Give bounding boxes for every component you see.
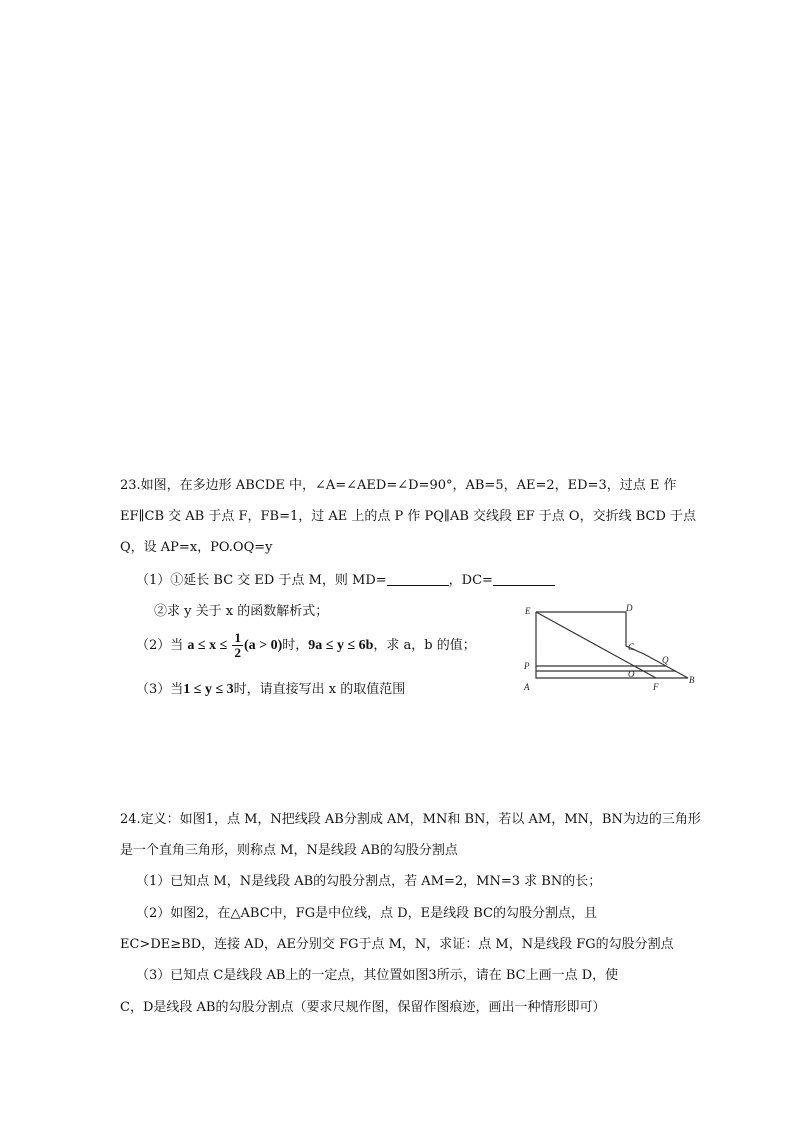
q24-line2: 是一个直角三角形，则称点 M，N是线段 AB的勾股分割点 [120, 843, 458, 858]
fraction-numerator: 1 [234, 630, 241, 645]
q23-part2-pre: （2）当 [136, 638, 184, 653]
label-a: A [524, 682, 530, 692]
fraction-half [232, 631, 243, 660]
q23-line2: EF∥CB 交 AB 于点 F，FB=1，过 AE 上的点 P 作 PQ∥AB 交线段 EF 于点 O，交折线 BCD 于点 [120, 509, 697, 524]
q23-part1a [136, 571, 555, 591]
q23-part3-post: 时，请直接写出 x 的取值范围 [233, 682, 406, 697]
q23-part2-when: 时， [282, 638, 309, 653]
label-e: E [525, 606, 531, 616]
q23-part1a-mid: ，DC= [448, 573, 493, 588]
polygon-figure [516, 602, 706, 697]
polygon-outline [536, 612, 688, 678]
q23-part1a-pre: （1）①延长 BC 交 ED 于点 M，则 MD= [136, 573, 387, 588]
label-q: Q [662, 655, 669, 665]
q23-line3: Q，设 AP=x，PO.OQ=y [120, 540, 273, 555]
label-o: O [628, 669, 635, 679]
q24-part1: （1）已知点 M，N是线段 AB的勾股分割点，若 AM=2，MN=3 求 BN的长； [136, 874, 602, 889]
segment-ef [536, 612, 656, 678]
q23-part2-ineq2: 9a ≤ y ≤ 6b [308, 638, 374, 653]
fraction-denominator: 2 [234, 645, 241, 660]
q23-part1b: ②求 y 关于 x 的函数解析式； [154, 604, 329, 619]
q23-part3-pre: （3）当 [136, 682, 184, 697]
q23-part2 [136, 630, 476, 662]
q23-part2-cond: (a > 0) [243, 638, 283, 653]
md-blank [387, 571, 449, 586]
q23-part3-ineq: 1 ≤ y ≤ 3 [183, 682, 234, 697]
q24-part3b: C，D是线段 AB的勾股分割点（要求尺规作图，保留作图痕迹，画出一种情形即可） [120, 1000, 606, 1015]
q23-part2-post: ，求 a，b 的值； [373, 638, 476, 653]
q24-line1: 24.定义：如图1，点 M，N把线段 AB分割成 AM，MN和 BN，若以 AM，MN，BN为边的三角形 [120, 812, 701, 827]
q24-part2b: EC>DE≥BD，连接 AD，AE分别交 FG于点 M，N，求证：点 M，N是线段 FG的勾股分割点 [120, 937, 674, 952]
q24-part2a: （2）如图2，在△ABC中，FG是中位线，点 D，E是线段 BC的勾股分割点，且 [136, 906, 597, 921]
label-b: B [689, 675, 695, 685]
q23-line1: 23.如图，在多边形 ABCDE 中，∠A=∠AED=∠D=90°，AB=5，AE=2，ED=3，过点 E 作 [120, 478, 677, 493]
label-p: P [524, 661, 530, 671]
q23-part2-ineq1: a ≤ x ≤ [187, 638, 228, 653]
q23-part3 [136, 680, 405, 700]
q24-part3a: （3）已知点 C是线段 AB上的一定点，其位置如图3所示，请在 BC上画一点 D，使 [136, 968, 619, 983]
label-f: F [653, 682, 659, 692]
dc-blank [493, 571, 555, 586]
label-c: C [628, 642, 635, 652]
label-d: D [626, 603, 633, 613]
